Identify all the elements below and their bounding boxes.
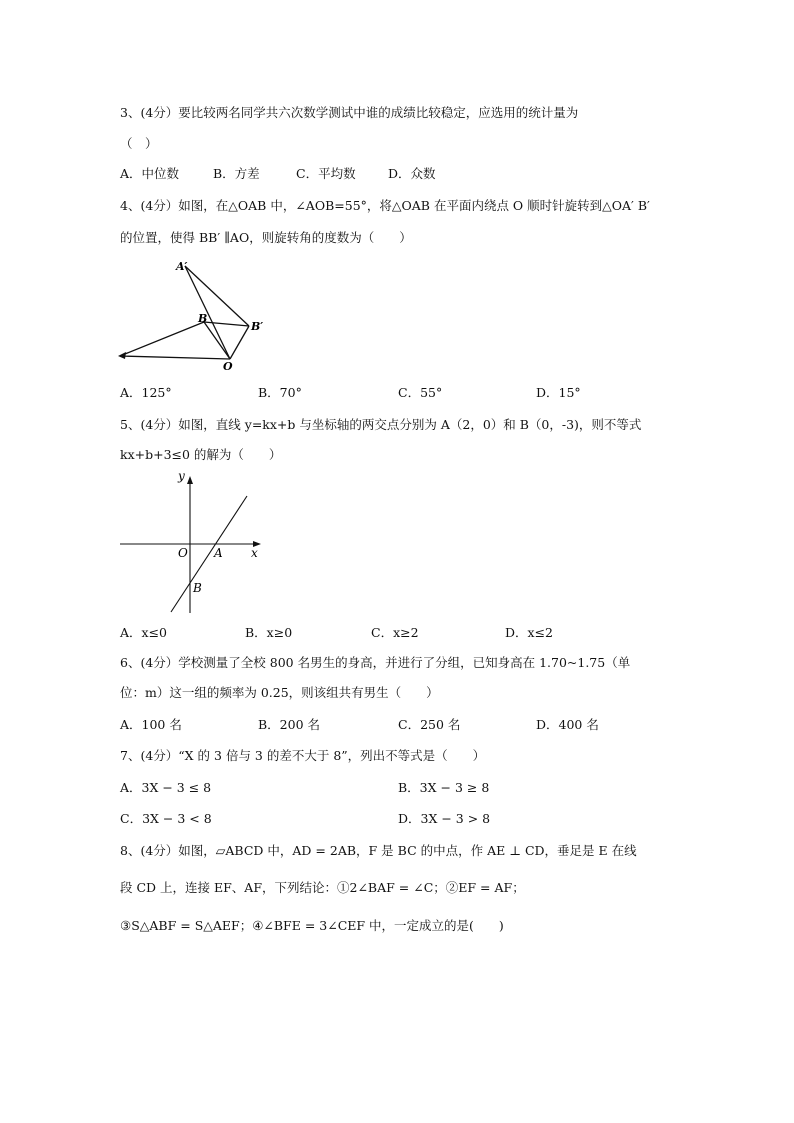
q6-option-c: C．250 名 <box>398 717 461 732</box>
q4-option-b: B．70° <box>258 385 302 400</box>
q3-option-c: C．平均数 <box>296 166 356 181</box>
q5-label-b: B <box>193 581 202 595</box>
q5-stem-line2: kx+b+3≤0 的解为（ ） <box>120 447 282 462</box>
q5-label-x: x <box>251 546 258 560</box>
q6-stem-line2: 位：m）这一组的频率为 0.25，则该组共有男生（ ） <box>120 685 439 700</box>
q7-option-c: C．3X − 3 < 8 <box>120 811 212 826</box>
q5-label-y: y <box>178 469 185 483</box>
q4-stem-line1: 4、(4分）如图，在△OAB 中，∠AOB=55°，将△OAB 在平面内绕点 O 顺时针旋转到△OA′ B′ <box>120 198 650 213</box>
q4-label-b-prime: B′ <box>251 320 264 333</box>
q5-option-b: B．x≥0 <box>245 625 293 640</box>
q4-rotation-figure <box>110 258 280 370</box>
q3-stem-line2: （ ） <box>120 136 158 151</box>
q5-label-o: O <box>178 546 188 560</box>
q3-option-d: D．众数 <box>388 166 436 181</box>
q5-option-c: C．x≥2 <box>371 625 419 640</box>
q6-option-d: D．400 名 <box>536 717 599 732</box>
q5-stem-line1: 5、(4分）如图，直线 y=kx+b 与坐标轴的两交点分别为 A（2，0）和 B（0，-3)，则不等式 <box>120 417 642 432</box>
q6-option-a: A．100 名 <box>120 717 182 732</box>
q5-coordinate-figure <box>115 468 275 618</box>
q4-option-a: A．125° <box>120 385 172 400</box>
q4-label-b: B <box>198 312 208 325</box>
q6-option-b: B．200 名 <box>258 717 321 732</box>
q4-option-d: D．15° <box>536 385 581 400</box>
q3-stem-line1: 3、(4分）要比较两名同学共六次数学测试中谁的成绩比较稳定，应选用的统计量为 <box>120 105 579 120</box>
q6-stem-line1: 6、(4分）学校测量了全校 800 名男生的身高，并进行了分组，已知身高在 1.70~1.75（单 <box>120 655 631 670</box>
q3-option-a: A．中位数 <box>120 166 180 181</box>
q4-stem-line2: 的位置，使得 BB′ ∥AO，则旋转角的度数为（ ） <box>120 230 412 245</box>
q8-stem-line3: ③S△ABF = S△AEF；④∠BFE = 3∠CEF 中，一定成立的是( ) <box>120 918 504 933</box>
q5-option-a: A．x≤0 <box>120 625 168 640</box>
q7-option-a: A．3X − 3 ≤ 8 <box>120 780 212 795</box>
q7-option-d: D．3X − 3 > 8 <box>398 811 491 826</box>
q8-stem-line2: 段 CD 上，连接 EF、AF，下列结论：①2∠BAF = ∠C；②EF = AF； <box>120 880 525 895</box>
q4-label-a-prime: A′ <box>176 260 188 273</box>
q7-stem-line1: 7、(4分）“X 的 3 倍与 3 的差不大于 8”，列出不等式是（ ） <box>120 748 486 763</box>
q4-label-o: O <box>223 360 233 370</box>
q3-option-b: B．方差 <box>213 166 260 181</box>
q8-stem-line1: 8、(4分）如图，▱ABCD 中，AD = 2AB，F 是 BC 的中点，作 AE ⊥ CD，垂足是 E 在线 <box>120 843 637 858</box>
q5-option-d: D．x≤2 <box>505 625 553 640</box>
q4-option-c: C．55° <box>398 385 443 400</box>
q7-option-b: B．3X − 3 ≥ 8 <box>398 780 490 795</box>
q5-label-a: A <box>214 546 223 560</box>
